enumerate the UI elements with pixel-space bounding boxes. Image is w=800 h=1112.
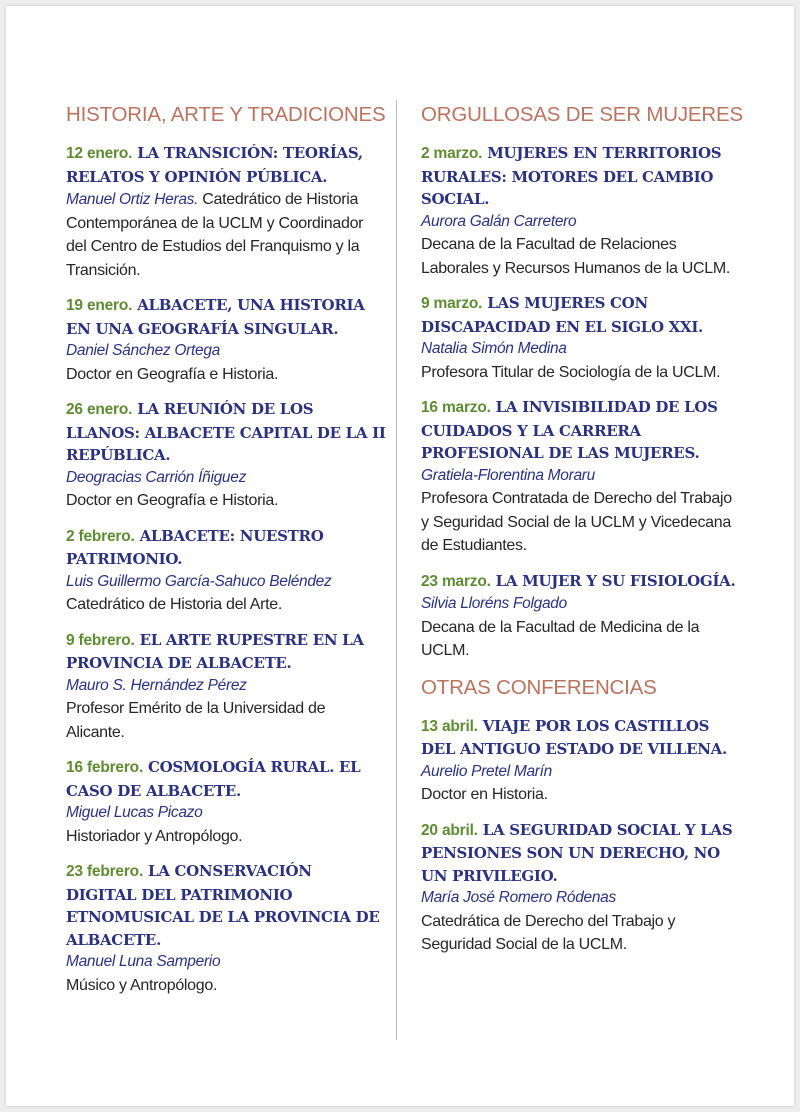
event-speaker: Luis Guillermo García-Sahuco Beléndez [66,572,332,590]
event-date: 23 febrero. [66,863,144,880]
event-date: 13 abril. [421,717,478,735]
event-date: 9 marzo. [421,295,483,312]
section-heading-otras: OTRAS CONFERENCIAS [421,675,657,699]
event-date: 26 enero. [66,401,133,418]
event-description: Decana de la Facultad de Medicina de la UCLM. [421,618,700,659]
event-title: MUJERES EN TERRITORIOS RURALES: MOTORES DEL CAMBIO SOCIAL. [421,144,722,208]
event-title: LA INVISIBILIDAD DE LOS CUIDADOS Y LA CARRERA PROFESIONAL DE LAS MUJERES. [421,398,718,462]
event-item [66,525,386,617]
event-date: 23 marzo. [421,572,491,590]
event-item [66,756,386,848]
event-description: Catedrático de Historia del Arte. [66,596,282,613]
event-title: LA REUNIÓN DE LOS LLANOS: ALBACETE CAPITAL DE LA II REPÚBLICA. [66,400,386,464]
event-speaker: Mauro S. Hernández Pérez [66,676,247,694]
event-speaker-line [66,188,386,282]
event-speaker: Daniel Sánchez Ortega [66,342,220,359]
event-title-line [66,398,386,467]
section-heading-mujeres: ORGULLOSAS DE SER MUJERES [421,103,743,126]
event-item [421,819,741,957]
event-item [421,396,741,558]
event-title-line [66,525,386,571]
left-column [66,102,386,1009]
event-item [66,294,386,386]
event-item [66,629,386,745]
event-date: 12 enero. [66,145,133,162]
event-item [66,142,386,282]
event-title: VIAJE POR LOS CASTILLOS DEL ANTIGUO ESTADO DE VILLENA. [421,716,727,758]
event-speaker: Aurelio Pretel Marín [421,762,552,780]
event-title: LAS MUJERES CON DISCAPACIDAD EN EL SIGLO XXI. [421,294,703,336]
event-speaker: Natalia Simón Medina [421,340,567,357]
event-item [421,292,741,384]
event-description: Historiador y Antropólogo. [66,827,243,845]
event-title: LA MUJER Y SU FISIOLOGÍA. [495,571,736,590]
event-title-line [66,629,386,675]
event-date: 16 febrero. [66,759,144,776]
event-item [66,860,386,997]
event-date: 19 enero. [66,297,133,314]
event-description: Doctor en Geografía e Historia. [66,365,279,383]
event-item [421,715,741,807]
event-title-line [421,715,741,761]
event-description: Catedrática de Derecho del Trabajo y Seguridad Social de la UCLM. [421,912,676,953]
event-title: ALBACETE, UNA HISTORIA EN UNA GEOGRAFÍA SINGULAR. [66,296,365,338]
event-speaker: Manuel Luna Samperio [66,953,221,970]
event-title-line [421,570,741,594]
event-description: Decana de la Facultad de Relaciones Laborales y Recursos Humanos de la UCLM. [421,236,731,277]
event-title-line [421,292,741,338]
event-item [421,570,741,663]
event-description: Profesor Emérito de la Universidad de Alicante. [66,700,326,741]
event-item [66,398,386,513]
event-item [421,142,741,280]
event-title: LA SEGURIDAD SOCIAL Y LAS PENSIONES SON UN DERECHO, NO UN PRIVILEGIO. [421,820,733,885]
event-title: EL ARTE RUPESTRE EN LA PROVINCIA DE ALBACETE. [66,630,364,672]
event-speaker: Manuel Ortiz Heras. [66,191,199,208]
event-date: 2 marzo. [421,145,483,162]
event-title: ALBACETE: NUESTRO PATRIMONIO. [66,526,324,568]
column-divider [396,100,397,1040]
event-title-line [66,294,386,340]
event-speaker: Deogracias Carrión Íñiguez [66,468,247,486]
event-description: Profesora Contratada de Derecho del Trabajo y Seguridad Social de la UCLM y Vicedecana de Estudiantes. [421,490,732,554]
event-description: Doctor en Historia. [421,786,548,803]
event-title-line [421,396,741,465]
event-speaker: Silvia Lloréns Folgado [421,595,567,612]
event-speaker: Aurora Galán Carretero [421,212,577,230]
event-date: 16 marzo. [421,399,491,416]
event-date: 2 febrero. [66,527,135,545]
event-title-line [66,860,386,951]
event-title-line [421,142,741,211]
event-speaker: Gratiela-Florentina Moraru [421,466,595,484]
event-description: Profesora Titular de Sociología de la UCLM. [421,363,721,381]
event-date: 20 abril. [421,821,478,839]
event-title-line [66,756,386,802]
event-title-line [421,819,741,888]
event-description: Músico y Antropólogo. [66,976,218,994]
event-title: COSMOLOGÍA RURAL. EL CASO DE ALBACETE. [66,758,361,800]
event-date: 9 febrero. [66,631,135,649]
event-speaker: María José Romero Ródenas [421,889,616,906]
right-column [421,102,741,969]
event-title: LA CONSERVACIÓN DIGITAL DEL PATRIMONIO ETNOMUSICAL DE LA PROVINCIA DE ALBACETE. [66,862,380,949]
section-heading-historia: HISTORIA, ARTE Y TRADICIONES [66,103,386,126]
event-description: Catedrático de Historia Contemporánea de la UCLM y Coordinador del Centro de Estudios del Franquismo y la Transición. [66,191,364,279]
brochure-page [6,6,794,1106]
event-description: Doctor en Geografía e Historia. [66,492,279,509]
event-title-line [66,142,386,188]
event-speaker: Miguel Lucas Picazo [66,804,203,821]
event-title: LA TRANSICIÓN: TEORÍAS, RELATOS Y OPINIÓN PÚBLICA. [66,144,363,186]
